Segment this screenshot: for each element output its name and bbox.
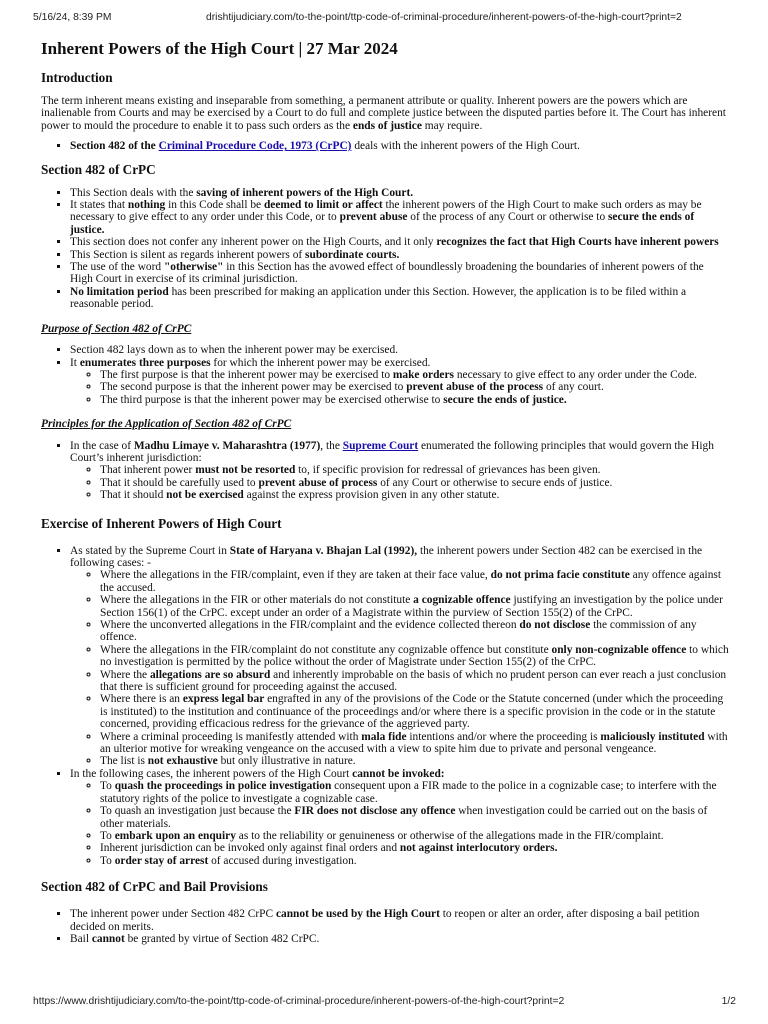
list-item: ◦ Where the allegations in the FIR/complaint, even if they are taken at their face value, do not prima facie constitute any offence against the accused. — [100, 569, 729, 594]
exercise-cases-list — [70, 569, 729, 768]
list-item: ◦ The list is not exhaustive but only illustrative in nature. — [100, 755, 729, 767]
bail-list — [41, 908, 729, 945]
page-title: Inherent Powers of the High Court | 27 Mar 2024 — [41, 39, 398, 58]
list-item: ◦ To order stay of arrest of accused during investigation. — [100, 855, 729, 867]
list-item: ▪ The use of the word "otherwise" in this Section has the avowed effect of boundlessly broadening the boundaries of inherent powers of the High Court in exercise of its criminal jurisdiction. — [70, 261, 729, 286]
print-header — [0, 12, 768, 26]
list-item: ◦ The second purpose is that the inherent power may be exercised to prevent abuse of the process of any court. — [100, 381, 729, 393]
purpose-heading: Purpose of Section 482 of CrPC — [41, 322, 192, 335]
list-item: ◦ That it should not be exercised against the express provision given in any other statute. — [100, 489, 729, 501]
purpose-sublist — [70, 369, 729, 406]
list-item: ◦ Where the allegations in the FIR/complaint do not constitute any cognizable offence but constitute only non-cognizable offence to which no investigation is permitted by the police without the order of Magistrate under Section 155(2) of the CrPC. — [100, 644, 729, 669]
list-item: ◦ The third purpose is that the inherent power may be exercised otherwise to secure the ends of justice. — [100, 394, 729, 406]
principles-sublist — [70, 464, 729, 501]
list-item: ◦ Where the unconverted allegations in the FIR/complaint and the evidence collected thereon do not disclose the commission of any offence. — [100, 619, 729, 644]
print-footer — [0, 996, 768, 1010]
list-item: ▪ This section does not confer any inherent power on the High Courts, and it only recognizes the fact that High Courts have inherent powers — [70, 236, 729, 248]
article — [41, 39, 729, 954]
intro-list — [41, 140, 729, 152]
list-item: ▪ This Section deals with the saving of inherent powers of the High Court. — [70, 187, 729, 199]
principles-list — [41, 440, 729, 502]
list-item: ◦ Where a criminal proceeding is manifestly attended with mala fide intentions and/or where the proceeding is maliciously instituted with an ulterior motive for wreaking vengeance on the accused with a view to spite him due to private and personal vengeance. — [100, 731, 729, 756]
purpose-list — [41, 344, 729, 406]
exercise-list — [41, 545, 729, 868]
supreme-court-link[interactable]: Supreme Court — [342, 439, 419, 452]
list-item: ▪ Bail cannot be granted by virtue of Section 482 CrPC. — [70, 933, 729, 945]
print-footer-url: https://www.drishtijudiciary.com/to-the-point/ttp-code-of-criminal-procedure/inherent-powers-of-the-high-court?print=2 — [33, 996, 565, 1007]
list-item: ▪ It enumerates three purposes for which the inherent power may be exercised. ◦ The first purpose is that the inherent power may be exercised to make orders necessary to give effect to any order under the Code. ◦ The second purpose is that the inherent power may be exercised to prevent abuse of the process of any court. ◦ The third purpose is that the inherent power may be exercised otherwise to secure the ends of justice. — [70, 357, 729, 407]
list-item: ▪ In the case of Madhu Limaye v. Maharashtra (1977), the Supreme Court enumerated the following principles that would govern the High Court’s inherent jurisdiction: ◦ That inherent power must not be resorted to, if specific provision for redressal of grievances has been given. ◦ That it should be carefully used to prevent abuse of process of any Court or otherwise to secure ends of justice. ◦ That it should not be exercised against the express provision given in any other statute. — [70, 440, 729, 502]
crpc-link[interactable]: Criminal Procedure Code, 1973 (CrPC) — [158, 140, 352, 153]
print-header-url: drishtijudiciary.com/to-the-point/ttp-code-of-criminal-procedure/inherent-powers-of-the-high-court?print=2 — [206, 12, 682, 23]
list-item: ◦ To embark upon an enquiry as to the reliability or genuineness or otherwise of the allegations made in the FIR/complaint. — [100, 830, 729, 842]
list-item: ◦ The first purpose is that the inherent power may be exercised to make orders necessary to give effect to any order under the Code. — [100, 369, 729, 381]
list-item: ▪ No limitation period has been prescribed for making an application under this Section. However, the application is to be filed within a reasonable period. — [70, 286, 729, 311]
list-item: ▪ The inherent power under Section 482 CrPC cannot be used by the High Court to reopen or alter an order, after disposing a bail petition decided on merits. — [70, 908, 729, 933]
list-item: ◦ Where there is an express legal bar engrafted in any of the provisions of the Code or the Statute concerned (under which the proceeding is instituted) to the institution and continuance of the proceedings and/or where there is a specific provision in the code or in the statute concerned, providing efficacious redress for the grievance of the aggrieved party. — [100, 693, 729, 730]
list-item: ◦ That it should be carefully used to prevent abuse of process of any Court or otherwise to secure ends of justice. — [100, 477, 729, 489]
page-number: 1/2 — [721, 996, 736, 1007]
list-item: ◦ That inherent power must not be resorted to, if specific provision for redressal of grievances has been given. — [100, 464, 729, 476]
cannot-invoke-list — [70, 780, 729, 867]
bail-heading: Section 482 of CrPC and Bail Provisions — [41, 879, 268, 895]
list-item: ▪ Section 482 lays down as to when the inherent power may be exercised. — [70, 344, 729, 356]
print-datetime: 5/16/24, 8:39 PM — [33, 12, 112, 23]
list-item: ▪ As stated by the Supreme Court in State of Haryana v. Bhajan Lal (1992), the inherent powers under Section 482 can be exercised in the following cases: - ◦ Where the allegations in the FIR/complaint, even if they are taken at their face value, do not prima facie constitute any offence against the accused. ◦ Where the allegations in the FIR or other materials do not constitute a cognizable offence justifying an investigation by the police under Section 156(1) of the CrPC. except under an order of a Magistrate within the purview of Section 155(2) of the CrPC. ◦ Where the unconverted allegations in the FIR/complaint and the evidence collected thereon do not disclose the commission of any offence. ◦ Where the allegations in the FIR/complaint do not constitute any cognizable offence but constitute only non-cognizable offence to which no investigation is permitted by the police without the order of Magistrate under Section 155(2) of the CrPC. ◦ Where the allegations are so absurd and inherently improbable on the basis of which no prudent person can ever reach a just conclusion that there is sufficient ground for proceeding against the accused. ◦ Where there is an express legal bar engrafted in any of the provisions of the Code or the Statute concerned (under which the proceeding is instituted) to the institution and continuance of the proceedings and/or where there is a specific provision in the code or in the statute concerned, providing efficacious redress for the grievance of the aggrieved party. ◦ Where a criminal proceeding is manifestly attended with mala fide intentions and/or where the proceeding is maliciously instituted with an ulterior motive for wreaking vengeance on the accused with a view to spite him due to private and personal vengeance. ◦ The list is not exhaustive but only illustrative in nature. — [70, 545, 729, 768]
list-item: ◦ To quash an investigation just because the FIR does not disclose any offence when investigation could be carried out on the basis of other materials. — [100, 805, 729, 830]
list-item: ◦ To quash the proceedings in police investigation consequent upon a FIR made to the police in a cognizable case; to interfere with the statutory rights of the police to investigate a cognizable case. — [100, 780, 729, 805]
list-item: ◦ Where the allegations in the FIR or other materials do not constitute a cognizable offence justifying an investigation by the police under Section 156(1) of the CrPC. except under an order of a Magistrate within the purview of Section 155(2) of the CrPC. — [100, 594, 729, 619]
list-item: ▪ Section 482 of the Criminal Procedure Code, 1973 (CrPC) deals with the inherent powers of the High Court. — [70, 140, 729, 152]
section-482-heading: Section 482 of CrPC — [41, 161, 156, 177]
list-item: ◦ Where the allegations are so absurd and inherently improbable on the basis of which no prudent person can ever reach a just conclusion that there is sufficient ground for proceeding against the accused. — [100, 669, 729, 694]
list-item: ▪ It states that nothing in this Code shall be deemed to limit or affect the inherent powers of the High Court to make such orders as may be necessary to give effect to any order under this Code, or to prevent abuse of the process of any Court or otherwise to secure the ends of justice. — [70, 199, 729, 236]
intro-heading: Introduction — [41, 70, 113, 85]
intro-paragraph: The term inherent means existing and inseparable from something, a permanent attribute or quality. Inherent powers are the powers which are inalienable from Courts and may be exercised by a Court to do full and complete justice between the disputed parties before it. The Court has inherent power to mould the procedure to enable it to pass such orders as the ends of justice may require. — [41, 95, 726, 132]
list-item: ▪ This Section is silent as regards inherent powers of subordinate courts. — [70, 249, 729, 261]
list-item: ◦ Inherent jurisdiction can be invoked only against final orders and not against interlocutory orders. — [100, 842, 729, 854]
section-482-list — [41, 187, 729, 311]
exercise-heading: Exercise of Inherent Powers of High Court — [41, 515, 282, 531]
list-item: ▪ In the following cases, the inherent powers of the High Court cannot be invoked: ◦ To quash the proceedings in police investigation consequent upon a FIR made to the police in a cognizable case; to interfere with the statutory rights of the police to investigate a cognizable case. ◦ To quash an investigation just because the FIR does not disclose any offence when investigation could be carried out on the basis of other materials. ◦ To embark upon an enquiry as to the reliability or genuineness or otherwise of the allegations made in the FIR/complaint. ◦ Inherent jurisdiction can be invoked only against final orders and not against interlocutory orders. ◦ To order stay of arrest of accused during investigation. — [70, 768, 729, 867]
principles-heading: Principles for the Application of Section 482 of CrPC — [41, 418, 292, 431]
